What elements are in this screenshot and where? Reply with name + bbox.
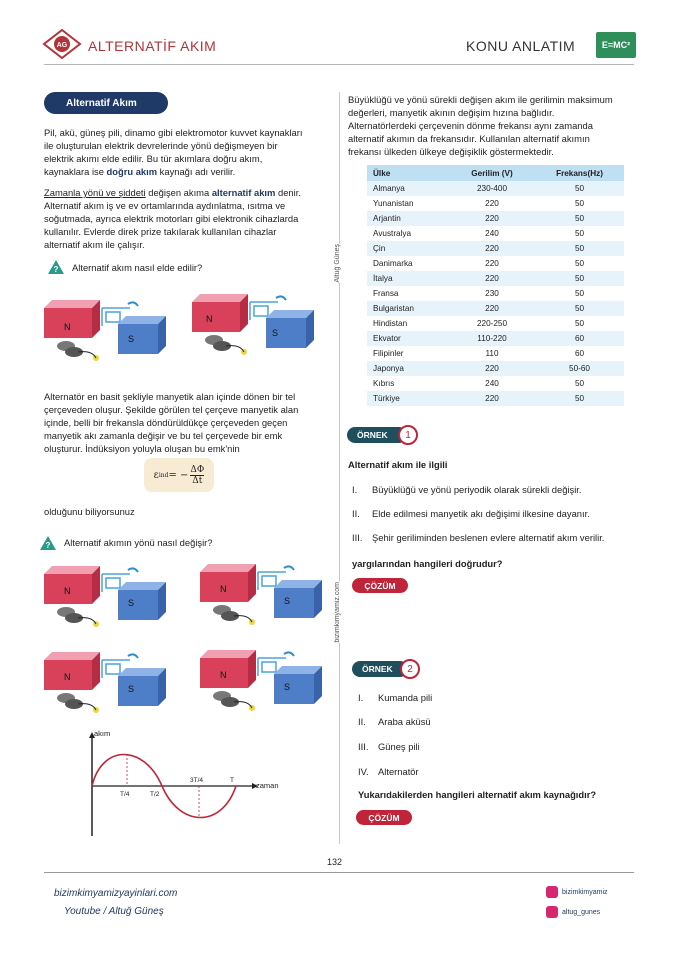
magnet-s-label: S [284, 682, 291, 692]
table-row [367, 256, 624, 271]
footer-youtube-link[interactable]: Youtube / Altuğ Güneş [64, 906, 164, 917]
table-cell: 230-400 [449, 181, 535, 196]
example-2-item: IV. Alternatör [358, 766, 419, 777]
question-1: Alternatif akım nasıl elde edilir? [72, 262, 203, 273]
table-cell: Ekvator [367, 331, 449, 346]
table-cell: 110 [449, 346, 535, 361]
footer-site-link[interactable]: bizimkimyamizyayinlari.com [54, 888, 178, 899]
svg-text:AG: AG [56, 42, 68, 49]
table-row [367, 271, 624, 286]
table-row [367, 301, 624, 316]
table-cell: Kıbrıs [367, 376, 449, 391]
known-text: olduğunu biliyorsunuz [44, 506, 135, 517]
magnet-s-label: S [272, 328, 279, 338]
question-2: Alternatif akımın yönü nasıl değişir? [64, 537, 213, 548]
magnet-n-label: N [64, 672, 71, 682]
col-header: Ülke [367, 165, 449, 181]
alternator-paragraph: Alternatör en basit şekliyle manyetik alan içinde dönen bir tel çerçeveden oluşur. Şekilde görülen tel çerçeve manyetik alan içinde, belli bir frekansla döndürüldükçe çerçeveden geçen manyetik akı zamanla değişir ve bu tel çerçevede bir emk oluşturur. İndüksiyon yoluyla oluşan bu emk'nin [44, 391, 299, 454]
table-cell: 50 [535, 226, 624, 241]
tick-t2: T/2 [150, 791, 160, 798]
magnet-n-label: N [64, 586, 71, 596]
table-cell: 240 [449, 226, 535, 241]
table-row [367, 241, 624, 256]
magnet-n-label: N [220, 584, 227, 594]
table-cell: 50-60 [535, 361, 624, 376]
table-cell: 50 [535, 241, 624, 256]
instagram-icon [546, 886, 558, 898]
footer-divider [44, 872, 634, 873]
table-row [367, 346, 624, 361]
col-header: Gerilim (V) [449, 165, 535, 181]
table-cell: Japonya [367, 361, 449, 376]
table-cell: 240 [449, 376, 535, 391]
table-cell: 50 [535, 196, 624, 211]
table-cell: 220 [449, 301, 535, 316]
table-cell: Almanya [367, 181, 449, 196]
example-1-stem: Alternatif akım ile ilgili [348, 459, 448, 470]
table-cell: Yunanistan [367, 196, 449, 211]
table-cell: Filipinler [367, 346, 449, 361]
header-divider [44, 64, 634, 65]
table-cell: 50 [535, 391, 624, 406]
table-cell: 50 [535, 211, 624, 226]
magnet-s-label: S [284, 596, 291, 606]
definition-paragraph: Zamanla yönü ve şiddeti değişen akıma alternatif akım denir. Alternatif akım iş ve ev ortamlarında aydınlatma, ısıtma ve soğutmada, ayrıca elektrik motorları gibi elektronik cihazlarda kullanılır. Evlerde direk prize takılarak kullanılan cihazlar alternatif akım ile çalışır. [44, 187, 301, 250]
instagram-link-1[interactable]: bizimkimyamiz [546, 886, 608, 898]
example-2-question: Yukarıdakilerden hangileri alternatif akım kaynağıdır? [358, 789, 597, 800]
side-site: bizimkimyamiz.com [334, 582, 341, 643]
table-cell: 220 [449, 241, 535, 256]
solution-1-button[interactable]: ÇÖZÜM [352, 578, 408, 593]
table-cell: 50 [535, 256, 624, 271]
table-cell: Hindistan [367, 316, 449, 331]
col-header: Frekans(Hz) [535, 165, 624, 181]
table-cell: İtalya [367, 271, 449, 286]
table-row [367, 331, 624, 346]
header-section: KONU ANLATIM [466, 38, 576, 54]
country-table [367, 165, 624, 406]
example-2-item: II. Araba aküsü [358, 716, 431, 727]
y-label: akım [94, 730, 111, 738]
table-row [367, 361, 624, 376]
svg-text:?: ? [45, 541, 51, 550]
tick-3t4: 3T/4 [190, 777, 204, 784]
generator-figures-top [44, 290, 334, 370]
x-label: zaman [256, 781, 279, 790]
example-1-question: yargılarından hangileri doğrudur? [352, 558, 503, 569]
table-cell: 60 [535, 346, 624, 361]
table-row [367, 211, 624, 226]
magnet-s-label: S [128, 684, 135, 694]
example-2-item: I. Kumanda pili [358, 692, 433, 703]
emf-formula: ε ind = − $\frac{\Delta\Phi}{\Delta t}$ [144, 458, 214, 492]
example-2-item: III. Güneş pili [358, 741, 420, 752]
table-cell: Türkiye [367, 391, 449, 406]
example-1-item: II. Elde edilmesi manyetik akı değişimi ilkesine dayanır. [352, 508, 590, 519]
table-cell: 50 [535, 181, 624, 196]
table-cell: 50 [535, 286, 624, 301]
frequency-paragraph: Büyüklüğü ve yönü sürekli değişen akım ile gerilimin maksimum değerleri, manyetik akının değişim hızına bağlıdır. Alternatörlerdeki çerçevenin dönme frekansı aynı zamanda alternatif akımın da frekansıdır. Kullanılan alternatif akımın frekansı ülkeden ülkeye değişiklik göstermektedir. [348, 94, 613, 157]
instagram-icon [546, 906, 558, 918]
table-cell: 230 [449, 286, 535, 301]
table-cell: 50 [535, 376, 624, 391]
magnet-n-label: N [220, 670, 227, 680]
table-cell: 220 [449, 256, 535, 271]
magnet-s-label: S [128, 598, 135, 608]
question-icon [40, 536, 56, 550]
table-cell: Avustralya [367, 226, 449, 241]
tick-t: T [230, 777, 234, 784]
table-cell: Çin [367, 241, 449, 256]
generator-figures-grid [44, 558, 336, 722]
table-cell: 220 [449, 391, 535, 406]
table-cell: Arjantin [367, 211, 449, 226]
emc-badge: E=MC² [596, 32, 636, 58]
table-cell: 50 [535, 316, 624, 331]
table-row [367, 181, 624, 196]
table-cell: Bulgaristan [367, 301, 449, 316]
ac-current-graph [84, 730, 294, 840]
logo-icon [42, 28, 82, 60]
table-cell: 60 [535, 331, 624, 346]
example-1-label: ÖRNEK [347, 427, 407, 443]
table-row [367, 391, 624, 406]
tick-t4: T/4 [120, 791, 130, 798]
example-1-item: I. Büyüklüğü ve yönü periyodik olarak sürekli değişir. [352, 484, 582, 495]
table-cell: 220 [449, 361, 535, 376]
table-row [367, 286, 624, 301]
solution-2-button[interactable]: ÇÖZÜM [356, 810, 412, 825]
table-row [367, 316, 624, 331]
table-cell: 220-250 [449, 316, 535, 331]
intro-paragraph: Pil, akü, güneş pili, dinamo gibi elektromotor kuvvet kaynakları ile oluşturulan elektrik devrelerinde yönü değişmeyen bir elektrik akımı elde edilir. Bu tür akımlara doğru akım, kaynaklara ise doğru akım kaynağı adı verilir. [44, 127, 303, 177]
magnet-s-label: S [128, 334, 135, 344]
question-icon [48, 260, 64, 274]
table-cell: 220 [449, 211, 535, 226]
svg-text:?: ? [53, 265, 59, 274]
example-2-number: 2 [400, 659, 420, 679]
table-cell: 220 [449, 196, 535, 211]
side-author: Altuğ Güneş [334, 244, 341, 283]
example-1-number: 1 [398, 425, 418, 445]
example-2-label: ÖRNEK [352, 661, 408, 677]
table-cell: 110-220 [449, 331, 535, 346]
table-cell: Danimarka [367, 256, 449, 271]
column-divider [339, 92, 340, 844]
page-number: 132 [327, 857, 343, 867]
table-cell: Fransa [367, 286, 449, 301]
section-pill: Alternatif Akım [44, 92, 168, 114]
table-row [367, 226, 624, 241]
header-title: ALTERNATİF AKIM [88, 38, 217, 54]
table-row [367, 196, 624, 211]
table-row [367, 376, 624, 391]
table-cell: 50 [535, 271, 624, 286]
example-1-item: III. Şehir geriliminden beslenen evlere alternatif akım verilir. [352, 532, 605, 543]
magnet-n-label: N [206, 314, 213, 324]
table-cell: 50 [535, 301, 624, 316]
instagram-link-2[interactable]: altug_gunes [546, 906, 600, 918]
magnet-n-label: N [64, 322, 71, 332]
table-cell: 220 [449, 271, 535, 286]
